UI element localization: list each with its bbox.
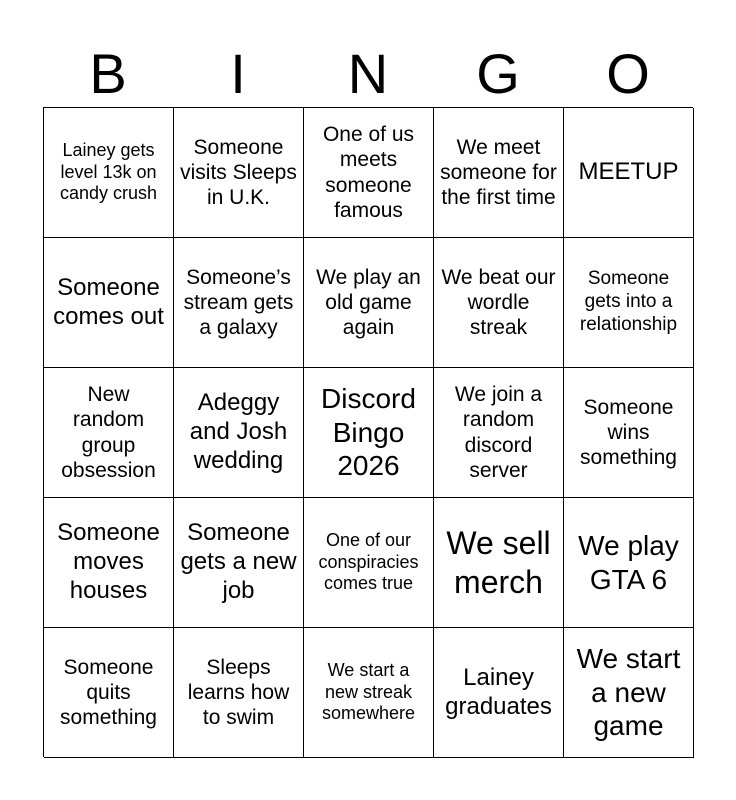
cell-text: We join a random discord server: [454, 383, 543, 482]
cell-text: Lainey graduates: [445, 663, 552, 720]
cell-text: Lainey gets level 13k on candy crush: [59, 140, 158, 204]
cell-text: Discord Bingo 2026: [321, 383, 416, 482]
bingo-cell[interactable]: [434, 368, 564, 498]
cell-text: Someone’s stream gets a galaxy: [183, 265, 294, 340]
bingo-cell[interactable]: [174, 498, 304, 628]
bingo-cell[interactable]: [564, 108, 694, 238]
cell-text: Adeggy and Josh wedding: [189, 389, 288, 474]
cell-text: Sleeps learns how to swim: [187, 655, 290, 730]
cell-text: We play an old game again: [316, 265, 421, 340]
cell-text: Someone gets a new job: [180, 519, 297, 604]
bingo-cell[interactable]: [304, 628, 434, 758]
bingo-cell[interactable]: [434, 238, 564, 368]
cell-text: We start a new streak somewhere: [321, 660, 416, 724]
cell-text: Someone visits Sleeps in U.K.: [180, 135, 297, 210]
bingo-cell[interactable]: [174, 108, 304, 238]
cell-text: One of us meets someone famous: [322, 123, 415, 222]
cell-text: Someone gets into a relationship: [579, 268, 678, 335]
bingo-cell[interactable]: [434, 108, 564, 238]
cell-text: We start a new game: [576, 643, 681, 742]
bingo-cell[interactable]: [564, 628, 694, 758]
cell-text: Someone quits something: [60, 655, 157, 730]
header-letter-n: N: [347, 42, 389, 105]
bingo-cell[interactable]: [434, 498, 564, 628]
header-letter-g: G: [476, 42, 520, 105]
bingo-cell[interactable]: [564, 238, 694, 368]
cell-text: We play GTA 6: [578, 529, 679, 595]
header-letter-b: B: [89, 42, 127, 105]
cell-text: Someone comes out: [53, 273, 164, 330]
bingo-cell[interactable]: [44, 368, 174, 498]
bingo-cell[interactable]: [564, 368, 694, 498]
header-letter-i: I: [230, 42, 246, 105]
bingo-cell[interactable]: [174, 368, 304, 498]
bingo-cell[interactable]: [304, 498, 434, 628]
bingo-cell[interactable]: [304, 238, 434, 368]
bingo-cell[interactable]: [44, 238, 174, 368]
cell-text: We sell merch: [446, 525, 551, 600]
bingo-header: [43, 40, 693, 108]
bingo-cell[interactable]: [44, 498, 174, 628]
cell-text: Someone wins something: [580, 395, 677, 470]
bingo-cell[interactable]: [434, 628, 564, 758]
bingo-cell[interactable]: [564, 498, 694, 628]
cell-text: MEETUP: [578, 158, 679, 186]
cell-text: We meet someone for the first time: [440, 135, 557, 210]
cell-text: We beat our wordle streak: [441, 265, 556, 340]
bingo-cell[interactable]: [304, 368, 434, 498]
header-letter-o: O: [606, 42, 650, 105]
cell-text: New random group obsession: [61, 383, 156, 482]
bingo-board: [43, 107, 693, 757]
bingo-cell[interactable]: [304, 108, 434, 238]
cell-text: Someone moves houses: [57, 519, 160, 604]
cell-text: One of our conspiracies comes true: [318, 530, 419, 594]
bingo-cell[interactable]: [174, 628, 304, 758]
bingo-cell[interactable]: [174, 238, 304, 368]
bingo-cell[interactable]: [44, 628, 174, 758]
bingo-cell[interactable]: [44, 108, 174, 238]
